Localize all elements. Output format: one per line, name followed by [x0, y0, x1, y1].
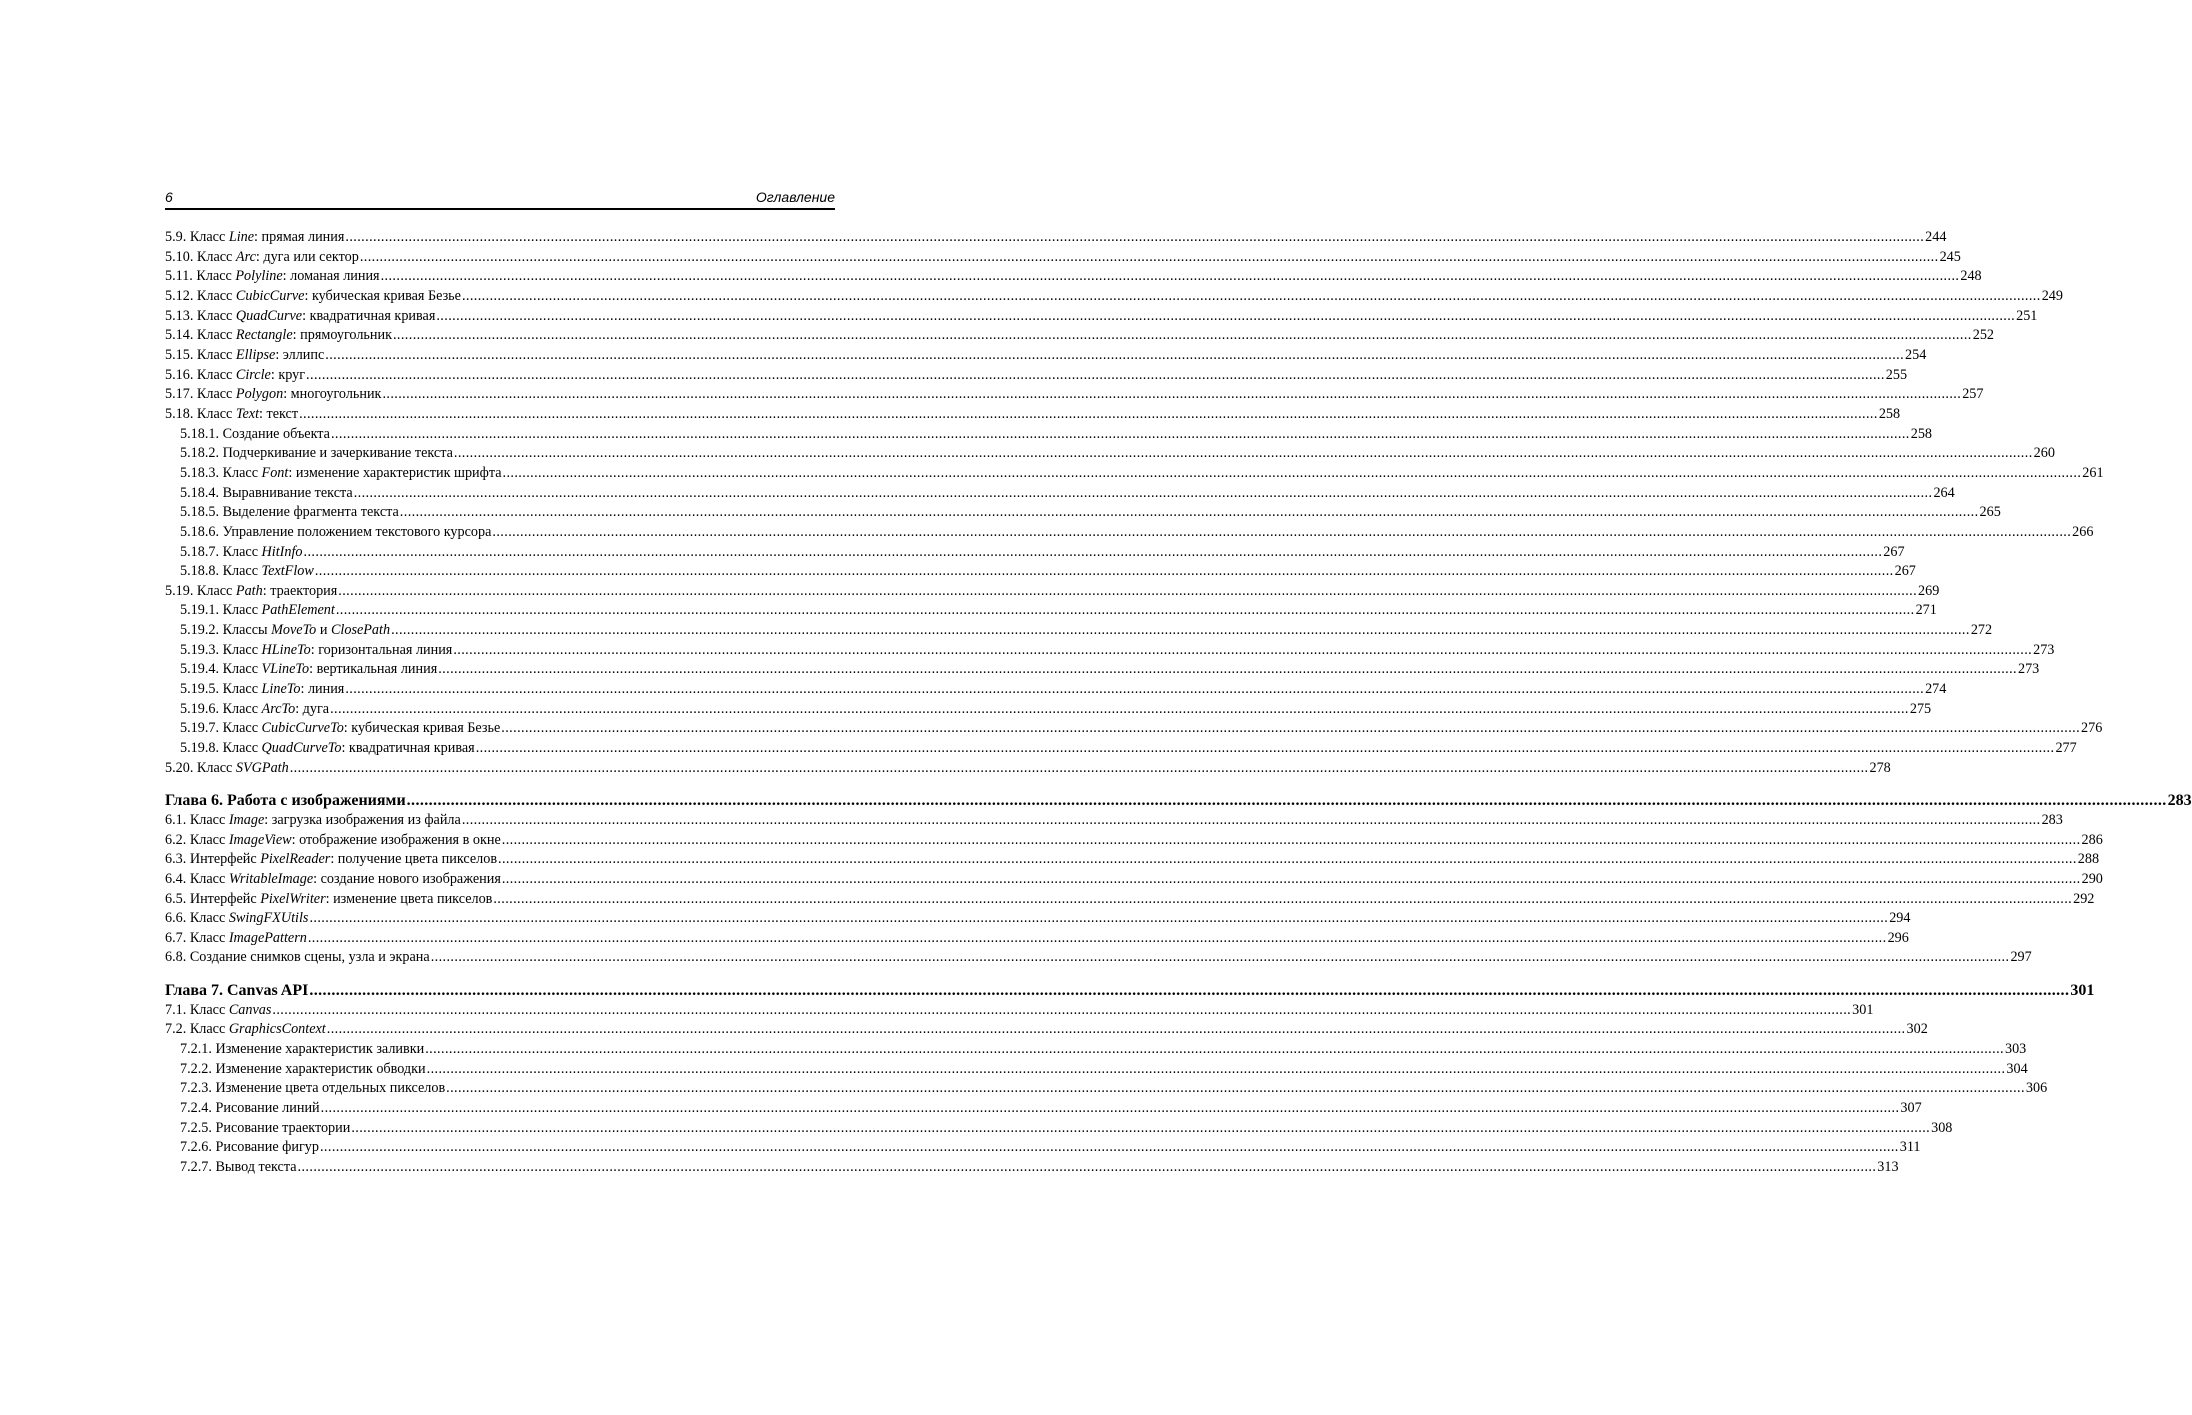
toc-entry-title: [180, 523, 491, 543]
toc-page-number: 296: [1887, 929, 1909, 946]
toc-page-number: 303: [2004, 1040, 2027, 1057]
toc-page-number: 277: [2055, 740, 2077, 757]
toc-entry-title: [180, 680, 344, 700]
toc-entry[interactable]: [165, 700, 1932, 720]
toc-entry-title: [180, 719, 500, 739]
toc-entry[interactable]: [165, 366, 1908, 386]
toc-entry-class-name: GraphicsContext: [228, 1021, 326, 1038]
dot-leader: ................................................................................................................................................................................................................................................................................................................................................................................................................: [303, 543, 1883, 560]
toc-entry[interactable]: [165, 739, 2077, 759]
toc-entry[interactable]: [165, 385, 1984, 405]
toc-entry[interactable]: [165, 1001, 1874, 1021]
toc-entry[interactable]: [165, 759, 1891, 779]
toc-entry-text: 5.19.3. Класс: [180, 641, 262, 658]
toc-entry-text: 5.15. Класс: [165, 346, 236, 363]
toc-entry[interactable]: [165, 267, 1982, 287]
toc-entry-text: 7.2. Класс: [165, 1021, 229, 1038]
toc-page-number: 306: [2025, 1080, 2048, 1097]
dot-leader: ................................................................................................................................................................................................................................................................................................................................................................................................................: [380, 268, 1960, 285]
toc-page-number: 265: [1979, 504, 2001, 521]
toc-entry-text: 5.10. Класс: [165, 248, 236, 265]
toc-entry-class-name: ClosePath: [330, 622, 391, 639]
toc-entry-text: 6.8. Создание снимков сцены, узла и экрана: [165, 949, 430, 966]
dot-leader: ................................................................................................................................................................................................................................................................................................................................................................................................................: [351, 1119, 1931, 1136]
toc-entry[interactable]: [165, 523, 2094, 543]
toc-entry-class-name: Polygon: [235, 386, 284, 403]
toc-entry-title: [180, 1079, 445, 1099]
toc-entry-class-name: Canvas: [228, 1001, 272, 1018]
dot-leader: ................................................................................................................................................................................................................................................................................................................................................................................................................: [492, 523, 2072, 540]
toc-entry-title: [165, 909, 308, 929]
toc-entry-title: [180, 621, 390, 641]
toc-page-number: 260: [2033, 445, 2055, 462]
toc-entry-title: [180, 464, 502, 484]
toc-entry-title: [180, 1138, 319, 1158]
toc-entry-class-name: QuadCurveTo: [261, 740, 342, 757]
toc-entry-text: и: [316, 622, 331, 639]
toc-entry-title: [180, 700, 329, 720]
toc-entry-title: [165, 582, 337, 602]
toc-entry-title: [165, 228, 344, 248]
toc-entry-title: [180, 1158, 297, 1178]
toc-entry-title: [180, 1119, 350, 1139]
toc-entry-text: 5.19.4. Класс: [180, 661, 262, 678]
dot-leader: ................................................................................................................................................................................................................................................................................................................................................................................................................: [314, 563, 1894, 580]
toc-entry-class-name: TextFlow: [261, 563, 314, 580]
toc-entry-title: [165, 267, 380, 287]
dot-leader: ................................................................................................................................................................................................................................................................................................................................................................................................................: [392, 327, 1972, 344]
toc-entry-text: 5.18.5. Выделение фрагмента текста: [180, 504, 399, 521]
dot-leader: ................................................................................................................................................................................................................................................................................................................................................................................................................: [309, 981, 2070, 999]
dot-leader: ................................................................................................................................................................................................................................................................................................................................................................................................................: [461, 811, 2041, 828]
toc-entry-text: : вертикальная линия: [309, 661, 438, 678]
page-number: 6: [165, 189, 173, 205]
toc-entry-text: 5.19.5. Класс: [180, 681, 262, 698]
toc-page-number: 297: [2010, 949, 2032, 966]
toc-page-number: 292: [2073, 890, 2095, 907]
toc-page-number: 272: [1970, 622, 1993, 639]
toc-entry-text: 6.3. Интерфейс: [165, 851, 261, 868]
toc-entry-text: : квадратичная кривая: [302, 307, 436, 324]
toc-entry-text: : ломаная линия: [282, 268, 380, 285]
dot-leader: ................................................................................................................................................................................................................................................................................................................................................................................................................: [446, 1080, 2025, 1097]
toc-page-number: 248: [1960, 268, 1982, 285]
dot-leader: ................................................................................................................................................................................................................................................................................................................................................................................................................: [309, 910, 1889, 927]
dot-leader: ................................................................................................................................................................................................................................................................................................................................................................................................................: [306, 366, 1885, 383]
dot-leader: ................................................................................................................................................................................................................................................................................................................................................................................................................: [426, 1060, 2006, 1077]
toc-entry-title: [165, 811, 461, 831]
toc-page-number: 311: [1899, 1139, 1921, 1156]
toc-entry-class-name: PixelWriter: [260, 890, 326, 907]
table-of-contents: [165, 228, 2192, 1178]
toc-entry-title: [165, 385, 381, 405]
toc-entry-title: [180, 444, 453, 464]
toc-entry-title: [165, 870, 501, 890]
dot-leader: ................................................................................................................................................................................................................................................................................................................................................................................................................: [299, 405, 1878, 422]
dot-leader: ................................................................................................................................................................................................................................................................................................................................................................................................................: [272, 1001, 1852, 1018]
dot-leader: ................................................................................................................................................................................................................................................................................................................................................................................................................: [430, 949, 2010, 966]
toc-entry-class-name: Image: [228, 811, 265, 828]
toc-entry-text: : дуга: [295, 700, 330, 717]
toc-entry[interactable]: [165, 831, 2103, 851]
toc-page-number: 274: [1925, 681, 1947, 698]
toc-page-number: 258: [1878, 405, 1901, 422]
toc-entry[interactable]: [165, 719, 2103, 739]
toc-entry[interactable]: [165, 484, 1955, 504]
toc-page-number: 278: [1869, 759, 1891, 776]
toc-entry-text: Глава 7. Canvas API: [165, 981, 309, 999]
toc-page-number: 252: [1972, 327, 1994, 344]
toc-entry-class-name: ImageView: [228, 831, 292, 848]
toc-entry-title: [165, 831, 501, 851]
toc-entry-text: : прямоугольник: [292, 327, 392, 344]
toc-entry-text: 5.19.8. Класс: [180, 740, 262, 757]
toc-entry-text: 5.19.6. Класс: [180, 700, 262, 717]
toc-page-number: 301: [1852, 1001, 1874, 1018]
toc-entry-text: 5.18.7. Класс: [180, 543, 262, 560]
toc-entry-title: [180, 543, 303, 563]
toc-entry-text: 5.16. Класс: [165, 366, 236, 383]
dot-leader: ................................................................................................................................................................................................................................................................................................................................................................................................................: [501, 870, 2081, 887]
toc-entry-text: 6.2. Класс: [165, 831, 229, 848]
toc-entry-text: 5.14. Класс: [165, 327, 236, 344]
toc-entry-class-name: CubicCurveTo: [261, 720, 344, 737]
toc-entry-title: [165, 759, 289, 779]
toc-entry[interactable]: [165, 890, 2095, 910]
toc-page-number: 288: [2077, 851, 2100, 868]
toc-entry-text: 5.19. Класс: [165, 582, 236, 599]
dot-leader: ................................................................................................................................................................................................................................................................................................................................................................................................................: [297, 1158, 1877, 1175]
toc-page-number: 249: [2041, 287, 2063, 304]
dot-leader: ................................................................................................................................................................................................................................................................................................................................................................................................................: [461, 287, 2041, 304]
toc-entry-text: : кубическая кривая Безье: [343, 720, 501, 737]
toc-entry-text: 7.2.3. Изменение цвета отдельных пикселов: [180, 1080, 446, 1097]
toc-entry-title: [180, 641, 452, 661]
toc-entry-text: 5.18. Класс: [165, 405, 236, 422]
toc-entry[interactable]: [165, 1040, 2027, 1060]
toc-entry-title: [165, 850, 497, 870]
toc-entry-text: 7.2.7. Вывод текста: [180, 1158, 297, 1175]
toc-entry-text: 7.2.5. Рисование траектории: [180, 1119, 351, 1136]
toc-entry-title: [180, 739, 475, 759]
dot-leader: ................................................................................................................................................................................................................................................................................................................................................................................................................: [493, 890, 2073, 907]
toc-entry-text: 6.1. Класс: [165, 811, 229, 828]
toc-entry-class-name: SwingFXUtils: [228, 910, 309, 927]
toc-entry[interactable]: [165, 1158, 1899, 1178]
toc-entry[interactable]: [165, 405, 1901, 425]
toc-entry-text: 5.18.3. Класс: [180, 464, 262, 481]
toc-chapter-entry[interactable]: [165, 980, 2095, 1001]
toc-entry-class-name: Text: [235, 405, 260, 422]
dot-leader: ................................................................................................................................................................................................................................................................................................................................................................................................................: [501, 720, 2081, 737]
dot-leader: ................................................................................................................................................................................................................................................................................................................................................................................................................: [436, 307, 2016, 324]
toc-page-number: 290: [2081, 870, 2103, 887]
dot-leader: ................................................................................................................................................................................................................................................................................................................................................................................................................: [307, 929, 1887, 946]
toc-entry-text: : отображение изображения в окне: [291, 831, 501, 848]
toc-entry-class-name: Font: [261, 464, 289, 481]
toc-entry-text: : многоугольник: [283, 386, 382, 403]
toc-entry-text: 5.19.1. Класс: [180, 602, 262, 619]
dot-leader: ................................................................................................................................................................................................................................................................................................................................................................................................................: [382, 386, 1962, 403]
toc-entry-class-name: Path: [235, 582, 263, 599]
toc-entry-text: 6.6. Класс: [165, 910, 229, 927]
toc-entry[interactable]: [165, 601, 1937, 621]
toc-page-number: 307: [1900, 1099, 1922, 1116]
toc-entry-text: : эллипс: [275, 346, 325, 363]
toc-entry[interactable]: [165, 307, 2038, 327]
toc-entry-class-name: CubicCurve: [235, 287, 305, 304]
toc-entry-class-name: VLineTo: [261, 661, 310, 678]
toc-entry-title: [180, 562, 314, 582]
toc-entry-text: 5.18.8. Класс: [180, 563, 262, 580]
toc-entry[interactable]: [165, 948, 2032, 968]
toc-entry-title: [180, 660, 437, 680]
toc-page-number: 266: [2072, 523, 2094, 540]
dot-leader: ................................................................................................................................................................................................................................................................................................................................................................................................................: [425, 1040, 2004, 1057]
toc-entry[interactable]: [165, 680, 1947, 700]
toc-entry[interactable]: [165, 1079, 2048, 1099]
toc-entry-title: [180, 503, 399, 523]
toc-entry-title: [165, 287, 461, 307]
toc-page-number: 271: [1915, 602, 1937, 619]
toc-entry-title: [180, 1060, 426, 1080]
toc-entry-class-name: Circle: [235, 366, 271, 383]
toc-entry-class-name: Arc: [235, 248, 256, 265]
toc-page-number: 251: [2016, 307, 2038, 324]
toc-entry[interactable]: [165, 543, 1905, 563]
toc-entry[interactable]: [165, 1020, 1928, 1040]
toc-entry-title: [165, 326, 392, 346]
toc-entry-text: 7.2.4. Рисование линий: [180, 1099, 320, 1116]
toc-entry-title: [165, 948, 430, 968]
toc-entry[interactable]: [165, 621, 1993, 641]
toc-chapter-entry[interactable]: [165, 790, 2192, 811]
toc-entry-text: 5.19.2. Классы: [180, 622, 272, 639]
toc-entry[interactable]: [165, 811, 2063, 831]
toc-entry-text: 5.18.2. Подчеркивание и зачеркивание текста: [180, 445, 453, 462]
toc-entry[interactable]: [165, 228, 1947, 248]
toc-page-number: 245: [1939, 248, 1961, 265]
toc-entry-class-name: Line: [228, 229, 255, 245]
toc-entry[interactable]: [165, 641, 2055, 661]
toc-entry-text: 5.9. Класс: [165, 229, 229, 245]
toc-entry-title: [165, 929, 307, 949]
toc-entry[interactable]: [165, 503, 2001, 523]
toc-entry-title: [165, 366, 305, 386]
dot-leader: ................................................................................................................................................................................................................................................................................................................................................................................................................: [359, 248, 1939, 265]
toc-entry-text: : круг: [270, 366, 306, 383]
toc-entry-text: : загрузка изображения из файла: [264, 811, 461, 828]
toc-entry-text: 5.18.1. Создание объекта: [180, 425, 330, 442]
dot-leader: ................................................................................................................................................................................................................................................................................................................................................................................................................: [498, 851, 2077, 868]
toc-entry[interactable]: [165, 850, 2100, 870]
toc-entry-text: : изменение характеристик шрифта: [288, 464, 502, 481]
toc-entry-title: [180, 1099, 320, 1119]
toc-entry-class-name: ArcTo: [261, 700, 296, 717]
toc-entry-text: 7.2.2. Изменение характеристик обводки: [180, 1060, 426, 1077]
dot-leader: ................................................................................................................................................................................................................................................................................................................................................................................................................: [475, 740, 2055, 757]
toc-entry-class-name: LineTo: [261, 681, 301, 698]
toc-entry-text: 5.12. Класс: [165, 287, 236, 304]
toc-entry-text: : линия: [300, 681, 345, 698]
dot-leader: ................................................................................................................................................................................................................................................................................................................................................................................................................: [345, 681, 1925, 698]
toc-entry-text: : кубическая кривая Безье: [304, 287, 461, 304]
dot-leader: ................................................................................................................................................................................................................................................................................................................................................................................................................: [438, 661, 2017, 678]
toc-entry-title: [165, 1001, 271, 1021]
toc-entry-title: [180, 425, 330, 445]
toc-entry[interactable]: [165, 1060, 2028, 1080]
toc-entry-title: [165, 890, 492, 910]
dot-leader: ................................................................................................................................................................................................................................................................................................................................................................................................................: [502, 464, 2082, 481]
toc-page-number: 273: [2033, 641, 2055, 658]
toc-page-number: 264: [1933, 484, 1955, 501]
dot-leader: ................................................................................................................................................................................................................................................................................................................................................................................................................: [326, 1021, 1906, 1038]
toc-page-number: 275: [1909, 700, 1932, 717]
toc-entry-text: : текст: [259, 405, 299, 422]
toc-entry-class-name: WritableImage: [228, 870, 314, 887]
toc-entry-text: : дуга или сектор: [255, 248, 359, 265]
toc-entry-text: : изменение цвета пикселов: [325, 890, 493, 907]
toc-entry-text: 5.20. Класс: [165, 759, 236, 776]
toc-entry[interactable]: [165, 909, 1911, 929]
toc-entry[interactable]: [165, 582, 1940, 602]
toc-page-number: 261: [2082, 464, 2104, 481]
toc-page-number: 308: [1931, 1119, 1953, 1136]
dot-leader: ................................................................................................................................................................................................................................................................................................................................................................................................................: [391, 622, 1970, 639]
toc-entry-text: 7.2.6. Рисование фигур: [180, 1139, 319, 1156]
toc-entry-title: [165, 248, 359, 268]
toc-page-number: 273: [2017, 661, 2040, 678]
toc-entry-class-name: HitInfo: [261, 543, 303, 560]
dot-leader: ................................................................................................................................................................................................................................................................................................................................................................................................................: [345, 229, 1925, 245]
toc-entry-class-name: PathElement: [261, 602, 335, 619]
dot-leader: ................................................................................................................................................................................................................................................................................................................................................................................................................: [320, 1099, 1900, 1116]
toc-entry-text: 6.7. Класс: [165, 929, 229, 946]
toc-entry[interactable]: [165, 326, 1994, 346]
toc-entry-class-name: Ellipse: [235, 346, 276, 363]
running-header: [165, 188, 835, 210]
toc-entry-class-name: Rectangle: [235, 327, 293, 344]
toc-entry-title: [165, 307, 435, 327]
dot-leader: ................................................................................................................................................................................................................................................................................................................................................................................................................: [406, 791, 2167, 809]
toc-entry-text: : прямая линия: [254, 229, 345, 245]
toc-entry[interactable]: [165, 464, 2104, 484]
dot-leader: ................................................................................................................................................................................................................................................................................................................................................................................................................: [453, 641, 2033, 658]
toc-entry[interactable]: [165, 346, 1927, 366]
dot-leader: ................................................................................................................................................................................................................................................................................................................................................................................................................: [330, 425, 1910, 442]
toc-page-number: 283: [2041, 811, 2063, 828]
dot-leader: ................................................................................................................................................................................................................................................................................................................................................................................................................: [325, 346, 1905, 363]
toc-entry-text: 5.13. Класс: [165, 307, 236, 324]
dot-leader: ................................................................................................................................................................................................................................................................................................................................................................................................................: [453, 445, 2033, 462]
dot-leader: ................................................................................................................................................................................................................................................................................................................................................................................................................: [289, 759, 1869, 776]
toc-entry[interactable]: [165, 870, 2103, 890]
dot-leader: ................................................................................................................................................................................................................................................................................................................................................................................................................: [335, 602, 1915, 619]
toc-entry-text: 5.17. Класс: [165, 386, 236, 403]
toc-entry[interactable]: [165, 660, 2040, 680]
dot-leader: ................................................................................................................................................................................................................................................................................................................................................................................................................: [353, 484, 1933, 501]
toc-entry[interactable]: [165, 1099, 1922, 1119]
dot-leader: ................................................................................................................................................................................................................................................................................................................................................................................................................: [399, 504, 1979, 521]
running-title: Оглавление: [755, 189, 835, 205]
toc-entry-class-name: SVGPath: [235, 759, 289, 776]
toc-entry-text: : траектория: [262, 582, 338, 599]
toc-entry-class-name: Polyline: [235, 268, 283, 285]
toc-entry-title: [165, 346, 324, 366]
toc-entry-text: 5.18.6. Управление положением текстового курсора: [180, 523, 492, 540]
toc-page-number: 301: [2070, 981, 2095, 999]
toc-page-number: 267: [1894, 563, 1916, 580]
toc-page-number: 302: [1906, 1021, 1928, 1038]
toc-page-number: 286: [2081, 831, 2103, 848]
toc-entry-title: [180, 484, 353, 504]
toc-entry[interactable]: [165, 248, 1961, 268]
toc-entry[interactable]: [165, 425, 1933, 445]
toc-entry-text: Глава 6. Работа с изображениями: [165, 791, 406, 809]
toc-entry[interactable]: [165, 1119, 1953, 1139]
dot-leader: ................................................................................................................................................................................................................................................................................................................................................................................................................: [319, 1139, 1899, 1156]
toc-entry-title: [165, 405, 298, 425]
toc-page-number: 255: [1885, 366, 1908, 383]
toc-entry-text: 7.1. Класс: [165, 1001, 229, 1018]
dot-leader: ................................................................................................................................................................................................................................................................................................................................................................................................................: [501, 831, 2081, 848]
toc-page-number: 283: [2167, 791, 2192, 809]
toc-entry-text: : получение цвета пикселов: [330, 851, 498, 868]
toc-entry[interactable]: [165, 1138, 1921, 1158]
toc-page-number: 257: [1962, 386, 1984, 403]
toc-entry-title: [165, 1020, 326, 1040]
toc-entry-text: 6.4. Класс: [165, 870, 229, 887]
toc-entry-text: 5.19.7. Класс: [180, 720, 262, 737]
toc-page-number: 267: [1883, 543, 1905, 560]
toc-entry-class-name: QuadCurve: [235, 307, 303, 324]
toc-page-number: 304: [2006, 1060, 2028, 1077]
toc-page-number: 276: [2081, 720, 2103, 737]
toc-entry-class-name: PixelReader: [260, 851, 331, 868]
toc-entry-text: 5.11. Класс: [165, 268, 236, 285]
toc-entry-class-name: HLineTo: [261, 641, 311, 658]
toc-entry[interactable]: [165, 562, 1916, 582]
toc-entry-text: : создание нового изображения: [313, 870, 501, 887]
toc-entry[interactable]: [165, 444, 2055, 464]
toc-entry-title: [180, 601, 335, 621]
toc-page-number: 244: [1925, 229, 1947, 245]
toc-entry-title: [165, 790, 406, 811]
dot-leader: ................................................................................................................................................................................................................................................................................................................................................................................................................: [338, 582, 1918, 599]
toc-entry-text: : горизонтальная линия: [310, 641, 453, 658]
toc-page-number: 254: [1905, 346, 1927, 363]
toc-entry-class-name: MoveTo: [271, 622, 317, 639]
toc-entry-text: 7.2.1. Изменение характеристик заливки: [180, 1040, 425, 1057]
toc-page-number: 258: [1910, 425, 1933, 442]
toc-entry-title: [165, 980, 308, 1001]
toc-entry-title: [180, 1040, 424, 1060]
toc-entry-class-name: ImagePattern: [228, 929, 307, 946]
toc-page-number: 269: [1918, 582, 1940, 599]
toc-entry[interactable]: [165, 287, 2063, 307]
toc-entry-text: 6.5. Интерфейс: [165, 890, 261, 907]
toc-page-number: 294: [1889, 910, 1911, 927]
dot-leader: ................................................................................................................................................................................................................................................................................................................................................................................................................: [330, 700, 1909, 717]
toc-entry-text: : квадратичная кривая: [341, 740, 475, 757]
toc-entry[interactable]: [165, 929, 1909, 949]
toc-page-number: 313: [1877, 1158, 1899, 1175]
toc-entry-text: 5.18.4. Выравнивание текста: [180, 484, 353, 501]
